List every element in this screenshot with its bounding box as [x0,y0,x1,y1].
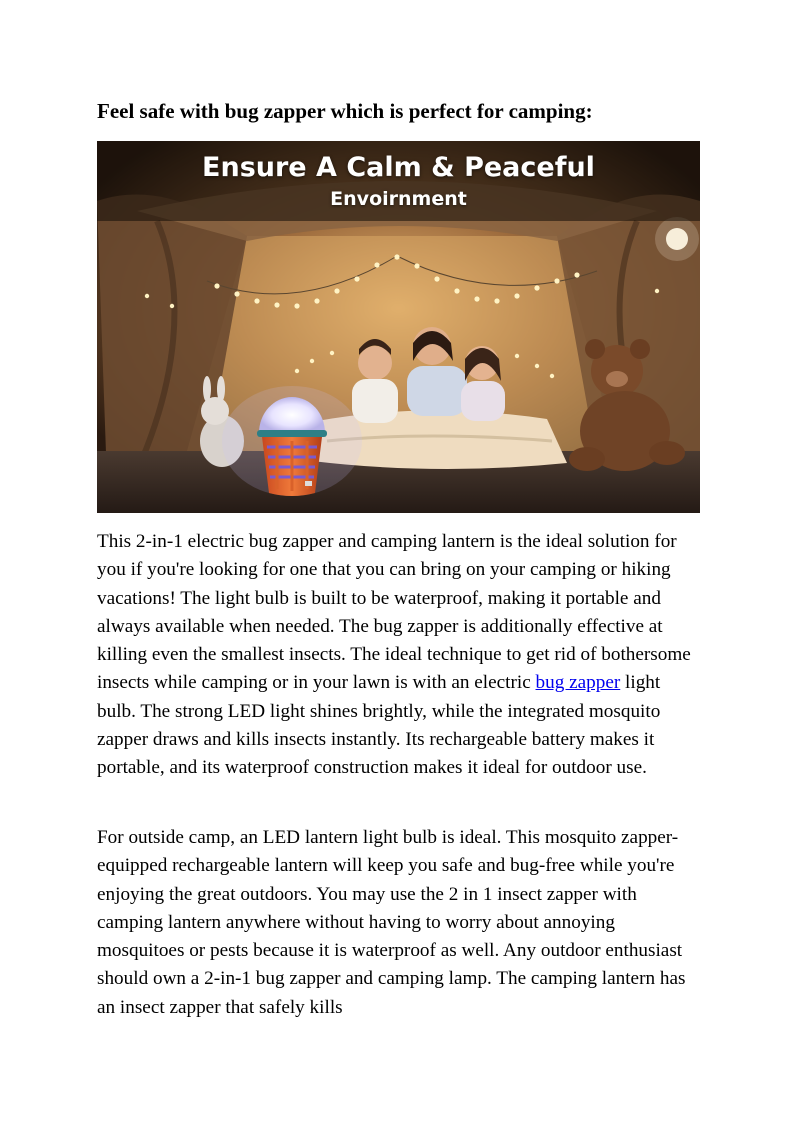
paragraph-intro [97,528,702,783]
hero-image [97,141,700,513]
paragraph-intro-text-start: This 2-in-1 electric bug zapper and camping lantern is the ideal solution for you if you're looking for one that you can bring on your camping or hiking vacations! The light bulb is built to be waterproof, making it portable and always available when needed. The bug zapper is additionally effective at killing even the smallest insects. The ideal technique to get rid of bothersome insects while camping or in your lawn is with an electric [97,531,691,694]
hero-title-line2: Envoirnment [330,188,467,210]
bug-zapper-link[interactable]: bug zapper [535,672,621,694]
hero-title-line1: Ensure A Calm & Peaceful [202,152,595,183]
hero-caption [97,151,700,213]
paragraph-intro-text-end: light bulb. The strong LED light shines brightly, while the integrated mosquito zapper draws and kills insects instantly. Its rechargeable battery makes it portable, and its waterproof construction makes it ideal for outdoor use. [97,672,661,779]
paragraph-lantern: For outside camp, an LED lantern light bulb is ideal. This mosquito zapper-equipped rechargeable lantern will keep you safe and bug-free while you're enjoying the great outdoors. You may use the 2 in 1 insect zapper with camping lantern anywhere without having to worry about annoying mosquitoes or pests because it is waterproof as well. Any outdoor enthusiast should own a 2-in-1 bug zapper and camping lamp. The camping lantern has an insect zapper that safely kills [97,827,686,1018]
section-heading: Feel safe with bug zapper which is perfect for camping: [97,99,593,123]
